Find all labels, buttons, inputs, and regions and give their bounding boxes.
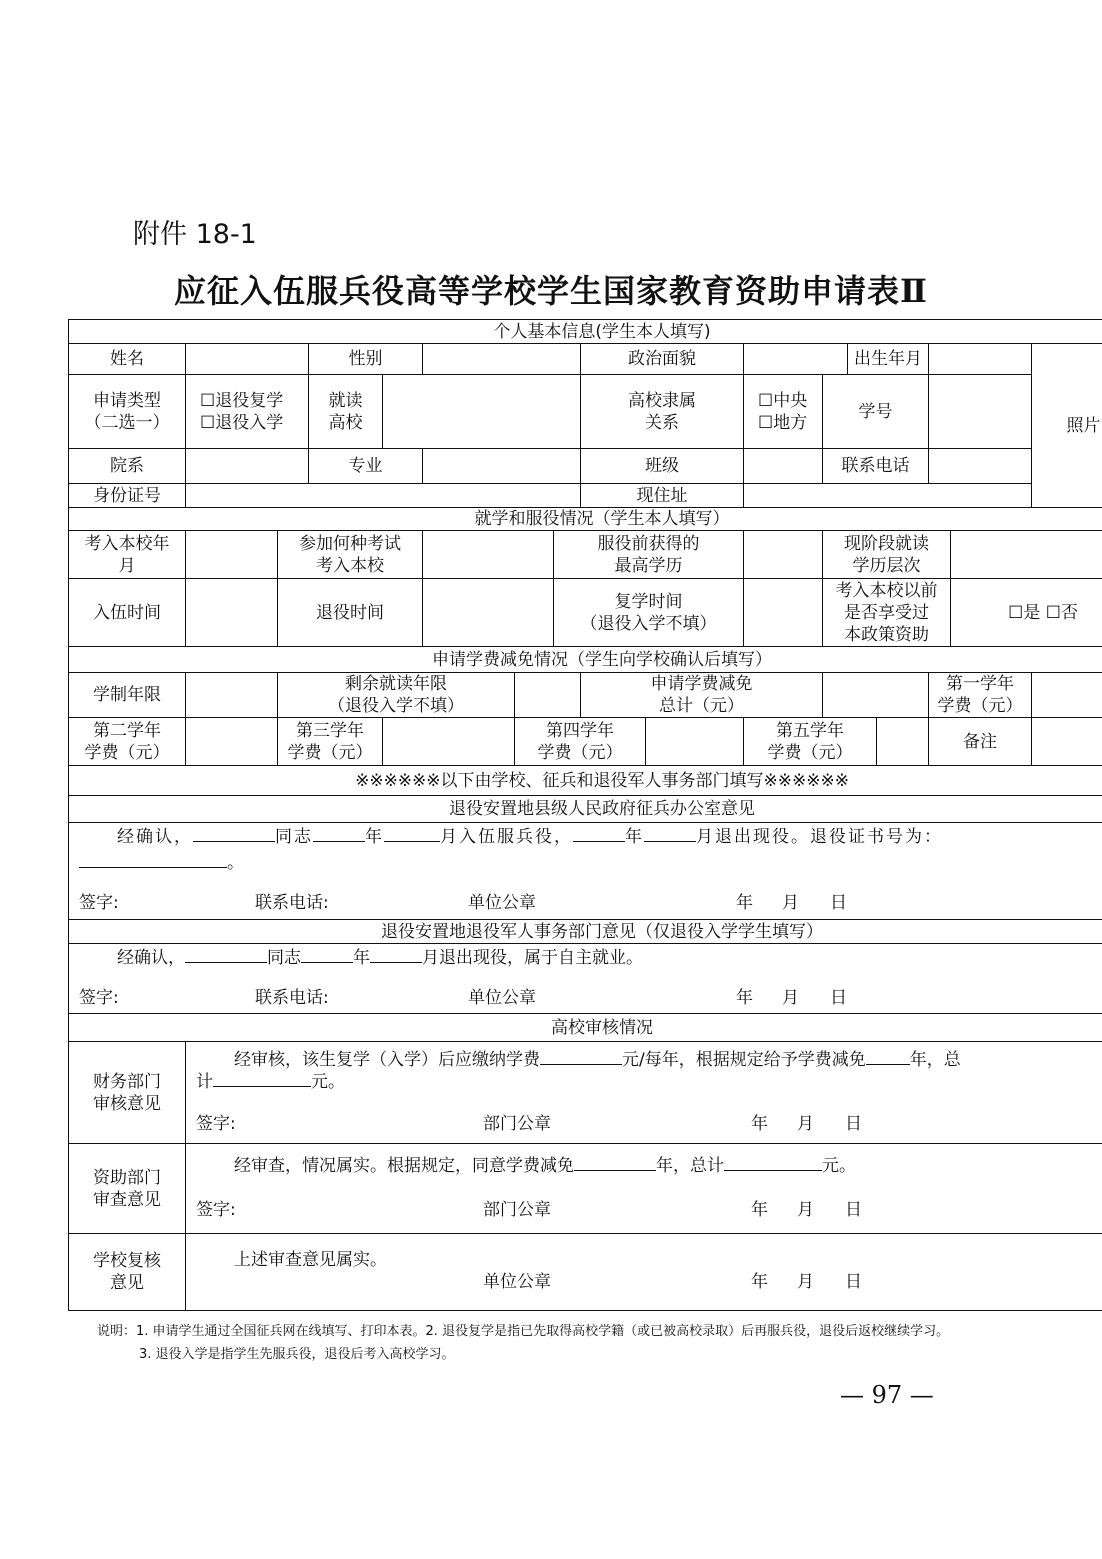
label-affiliation: 高校隶属 关系 (581, 375, 744, 449)
field-student-number[interactable] (929, 375, 1032, 449)
label-exam-type: 参加何种考试 考入本校 (278, 531, 423, 579)
section-personal-info: 个人基本信息(学生本人填写) (69, 320, 1102, 344)
label-address: 现住址 (581, 484, 744, 508)
field-year2-fee[interactable] (186, 718, 278, 766)
field-duration[interactable] (186, 673, 278, 718)
note-line-1: 说明：1. 申请学生通过全国征兵网在线填写、打印本表。2. 退役复学是指已先取得高校学籍（或已被高校录取）后再服兵役，退役后返校继续学习。 (97, 1324, 950, 1339)
field-major[interactable] (423, 449, 581, 484)
prior-aid-options[interactable]: ☐是 ☐否 (951, 579, 1102, 647)
section-recruit-office: 退役安置地县级人民政府征兵办公室意见 (69, 796, 1102, 823)
field-remarks[interactable] (1032, 718, 1102, 766)
label-remarks: 备注 (929, 718, 1032, 766)
school-recheck-opinion[interactable]: 上述审查意见属实。 单位公章 年 月 日 (186, 1234, 1102, 1311)
label-name: 姓名 (69, 344, 186, 375)
field-class[interactable] (744, 449, 823, 484)
label-edu-before: 服役前获得的 最高学历 (554, 531, 744, 579)
label-gender: 性别 (309, 344, 423, 375)
label-school-recheck: 学校复核 意见 (69, 1234, 186, 1311)
veterans-phone-label: 联系电话: (255, 987, 329, 1008)
field-school[interactable] (383, 375, 581, 449)
section-veterans-dept: 退役安置地退役军人事务部门意见（仅退役入学学生填写） (69, 920, 1102, 944)
recruit-office-opinion[interactable]: 经确认， 同志 年 月入伍服兵役， 年 月退出现役。退役证书号为： 。 签字: 联系电话: 单位公章 年 月 日 (69, 823, 1102, 920)
checkbox-enroll-after[interactable]: ☐退役入学 (200, 412, 284, 433)
label-enroll-time: 考入本校年 月 (69, 531, 186, 579)
field-discharge-time[interactable] (423, 579, 554, 647)
field-edu-before[interactable] (744, 531, 823, 579)
field-gender[interactable] (423, 344, 581, 375)
field-current-level[interactable] (951, 531, 1102, 579)
field-id-number[interactable] (186, 484, 581, 508)
section-school-review: 高校审核情况 (69, 1014, 1102, 1042)
veterans-unit-seal: 单位公章 (468, 987, 536, 1008)
field-year3-fee[interactable] (383, 718, 515, 766)
field-year4-fee[interactable] (646, 718, 744, 766)
recruit-unit-seal: 单位公章 (468, 893, 536, 913)
label-discharge-time: 退役时间 (278, 579, 423, 647)
field-remaining-years[interactable] (515, 673, 581, 718)
field-year5-fee[interactable] (877, 718, 929, 766)
label-remaining-years: 剩余就读年限 （退役入学不填） (278, 673, 515, 718)
label-year2-fee: 第二学年 学费（元） (69, 718, 186, 766)
field-birth-date[interactable] (929, 344, 1032, 375)
label-department: 院系 (69, 449, 186, 484)
label-id-number: 身份证号 (69, 484, 186, 508)
field-year1-fee[interactable] (1032, 673, 1102, 718)
field-tuition-total[interactable] (823, 673, 929, 718)
label-class: 班级 (581, 449, 744, 484)
label-year1-fee: 第一学年 学费（元） (929, 673, 1032, 718)
label-resume-time: 复学时间 （退役入学不填） (554, 579, 744, 647)
recruit-phone-label: 联系电话: (255, 893, 329, 913)
label-phone: 联系电话 (823, 449, 929, 484)
label-year3-fee: 第三学年 学费（元） (278, 718, 383, 766)
form-notes (97, 1320, 949, 1366)
attachment-label: 附件 18-1 (133, 219, 257, 250)
form-title: 应征入伍服兵役高等学校学生国家教育资助申请表Ⅱ (174, 272, 928, 310)
label-year5-fee: 第五学年 学费（元） (744, 718, 877, 766)
field-department[interactable] (186, 449, 309, 484)
label-year4-fee: 第四学年 学费（元） (515, 718, 646, 766)
label-apply-type: 申请类型 （二选一） (69, 375, 186, 449)
veterans-sign-label: 签字: (79, 987, 119, 1008)
label-enlist-time: 入伍时间 (69, 579, 186, 647)
field-address[interactable] (744, 484, 1032, 508)
label-aid-review: 资助部门 审查意见 (69, 1144, 186, 1234)
label-student-number: 学号 (823, 375, 929, 449)
field-name[interactable] (186, 344, 309, 375)
label-finance-review: 财务部门 审核意见 (69, 1042, 186, 1144)
apply-type-options[interactable] (186, 375, 309, 449)
field-exam-type[interactable] (423, 531, 554, 579)
aid-review-opinion[interactable]: 经审查，情况属实。根据规定，同意学费减免 年，总计 元。 签字: 部门公章 年 月 日 (186, 1144, 1102, 1234)
finance-review-opinion[interactable]: 经审核，该生复学（入学）后应缴纳学费 元/每年，根据规定给予学费减免 年，总 计 元。 签字: 部门公章 年 月 日 (186, 1042, 1102, 1144)
field-enlist-time[interactable] (186, 579, 278, 647)
checkbox-resume-study[interactable]: ☐退役复学 (200, 390, 284, 411)
affiliation-options[interactable] (744, 375, 823, 449)
authority-divider: ※※※※※※以下由学校、征兵和退役军人事务部门填写※※※※※※ (69, 766, 1102, 796)
field-resume-time[interactable] (744, 579, 823, 647)
field-phone[interactable] (929, 449, 1032, 484)
field-political-status[interactable] (744, 344, 848, 375)
label-duration: 学制年限 (69, 673, 186, 718)
recruit-sign-label: 签字: (79, 893, 119, 913)
section-tuition: 申请学费减免情况（学生向学校确认后填写） (69, 647, 1102, 673)
checkbox-local[interactable]: ☐地方 (758, 412, 808, 433)
label-tuition-total: 申请学费减免 总计（元） (581, 673, 823, 718)
label-current-level: 现阶段就读 学历层次 (823, 531, 951, 579)
veterans-dept-opinion[interactable]: 经确认， 同志 年 月退出现役，属于自主就业。 签字: 联系电话: 单位公章 年 月 日 (69, 944, 1102, 1014)
label-school: 就读 高校 (309, 375, 383, 449)
label-prior-aid: 考入本校以前 是否享受过 本政策资助 (823, 579, 951, 647)
label-major: 专业 (309, 449, 423, 484)
field-enroll-time[interactable] (186, 531, 278, 579)
checkbox-central[interactable]: ☐中央 (758, 390, 808, 411)
section-study-service: 就学和服役情况（学生本人填写） (69, 508, 1102, 531)
page-number: — 97 — (840, 1381, 934, 1409)
note-line-2: 3. 退役入学是指学生先服兵役，退役后考入高校学习。 (139, 1347, 455, 1362)
label-political-status: 政治面貌 (581, 344, 744, 375)
photo-box[interactable]: 照片 (1032, 344, 1102, 508)
label-birth-date: 出生年月 (848, 344, 929, 375)
application-form (68, 319, 1102, 1311)
